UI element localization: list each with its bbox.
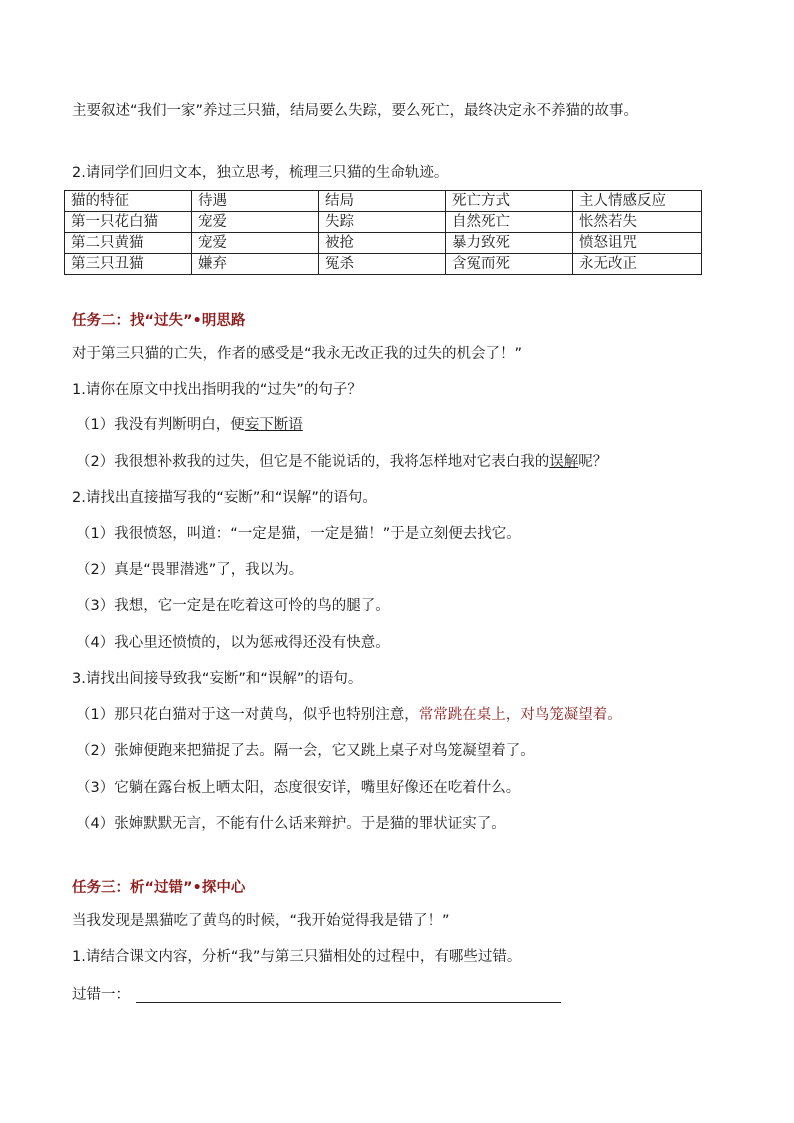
blank-label: 过错一： [72, 987, 130, 1003]
table-header-cell: 主人情感反应 [573, 191, 702, 212]
answer-text-end: 呢？ [578, 454, 608, 470]
table-cell: 宠爱 [192, 212, 319, 233]
table-cell: 永无改正 [573, 254, 702, 275]
list-item: （3）我想，它一定是在吃着这可怜的鸟的腿了。 [76, 598, 390, 614]
answer-text: （1）我没有判断明白，便 [76, 417, 245, 433]
underlined-phrase: 误解 [549, 454, 579, 470]
list-item: （4）张婶默默无言，不能有什么话来辩护。于是猫的罪状证实了。 [76, 816, 506, 832]
table-cell: 愤怒诅咒 [573, 233, 702, 254]
task-2-title: 任务二：找“过失”•明思路 [72, 313, 246, 329]
answer-blank-line[interactable] [136, 1001, 561, 1003]
table-cell: 含冤而死 [446, 254, 573, 275]
table-cell: 被抢 [319, 233, 446, 254]
task-2-answer-1-1 [76, 415, 303, 435]
table-cell: 怅然若失 [573, 212, 702, 233]
item-text: （1）那只花白猫对于这一对黄鸟，似乎也特别注意， [76, 707, 419, 723]
task-2-question-3: 3.请找出间接导致我“妄断”和“误解”的语句。 [72, 671, 363, 687]
intro-summary: 主要叙述“我们一家”养过三只猫，结局要么失踪，要么死亡，最终决定永不养猫的故事。 [72, 103, 639, 119]
task-2-question-1: 1.请你在原文中找出指明我的“过失”的句子？ [72, 382, 362, 398]
list-item: （2）张婶便跑来把猫捉了去。隔一会，它又跳上桌子对鸟笼凝望着了。 [76, 743, 535, 759]
table-header-cell: 猫的特征 [65, 191, 192, 212]
task-2-question-2: 2.请找出直接描写我的“妄断”和“误解”的语句。 [72, 490, 377, 506]
table-cell: 第三只丑猫 [65, 254, 192, 275]
table-cell: 暴力致死 [446, 233, 573, 254]
table-row [65, 233, 702, 254]
list-item: （1）我很愤怒，叫道：“一定是猫，一定是猫！”于是立刻便去找它。 [76, 526, 521, 542]
task-2-lead: 对于第三只猫的亡失，作者的感受是“我永无改正我的过失的机会了！” [72, 346, 523, 362]
table-cell: 第二只黄猫 [65, 233, 192, 254]
list-item [76, 705, 622, 725]
table-header-cell: 结局 [319, 191, 446, 212]
question-2-heading: 2.请同学们回归文本，独立思考，梳理三只猫的生命轨迹。 [72, 165, 449, 181]
cat-life-table [64, 190, 702, 275]
table-header-cell: 死亡方式 [446, 191, 573, 212]
highlighted-phrase: 常常跳在桌上，对鸟笼凝望着。 [418, 707, 622, 723]
table-row [65, 254, 702, 275]
list-item: （3）它躺在露台板上晒太阳，态度很安详，嘴里好像还在吃着什么。 [76, 780, 521, 796]
table-header-cell: 待遇 [192, 191, 319, 212]
task-3-question-1: 1.请结合课文内容，分析“我”与第三只猫相处的过程中，有哪些过错。 [72, 949, 522, 965]
task-2-answer-1-2 [76, 452, 607, 472]
table-cell: 失踪 [319, 212, 446, 233]
list-item: （4）我心里还愤愤的，以为惩戒得还没有快意。 [76, 635, 390, 651]
task-3-lead: 当我发现是黑猫吃了黄鸟的时候，“我开始觉得我是错了！” [72, 913, 450, 929]
table-cell: 自然死亡 [446, 212, 573, 233]
list-item: （2）真是“畏罪潜逃”了，我以为。 [76, 562, 304, 578]
table-row [65, 212, 702, 233]
underlined-phrase: 妄下断语 [244, 417, 303, 433]
table-header-row [65, 191, 702, 212]
table-cell: 冤杀 [319, 254, 446, 275]
answer-text: （2）我很想补救我的过失，但它是不能说话的，我将怎样地对它表白我的 [76, 454, 550, 470]
task-3-title: 任务三：析“过错”•探中心 [72, 880, 246, 896]
table-cell: 宠爱 [192, 233, 319, 254]
table-cell: 嫌弃 [192, 254, 319, 275]
table-cell: 第一只花白猫 [65, 212, 192, 233]
